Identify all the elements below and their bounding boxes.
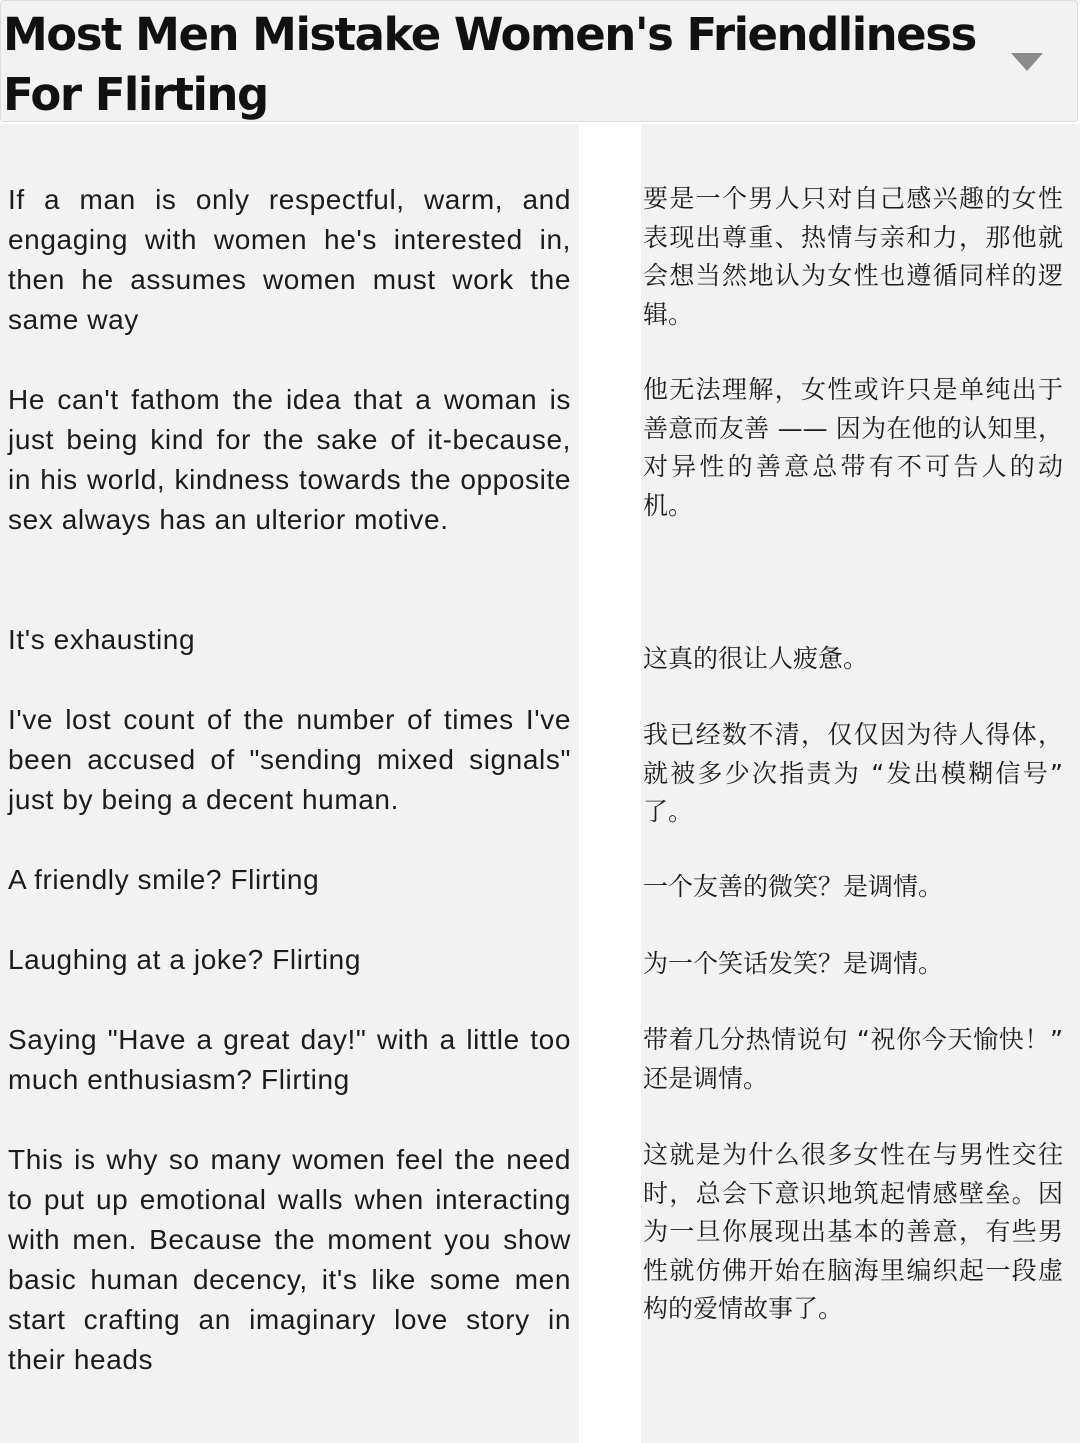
english-paragraph: He can't fathom the idea that a woman is just being kind for the sake of it-because, in his world, kindness towards the opposite sex always has an ulterior motive. xyxy=(8,384,571,535)
chinese-paragraph: 这真的很让人疲惫。 xyxy=(643,644,869,673)
column-divider xyxy=(579,124,641,1443)
page-title: Most Men Mistake Women's Friendliness For Flirting xyxy=(3,8,976,121)
english-paragraph: A friendly smile? Flirting xyxy=(8,864,320,895)
chinese-paragraph: 要是一个男人只对自己感兴趣的女性表现出尊重、热情与亲和力，那他就会想当然地认为女性也遵循同样的逻辑。 xyxy=(643,184,1063,329)
english-paragraph: I've lost count of the number of times I've been accused of "sending mixed signals" just by being a decent human. xyxy=(8,704,571,815)
english-paragraph: This is why so many women feel the need to put up emotional walls when interacting with men. Because the moment you show basic human decency, it's like some men start crafting an imaginary love story in their heads xyxy=(8,1144,571,1375)
triangle-down-icon[interactable] xyxy=(1011,53,1043,71)
chinese-paragraph: 带着几分热情说句 “祝你今天愉快！” 还是调情。 xyxy=(643,1025,1063,1093)
chinese-paragraph: 这就是为什么很多女性在与男性交往时，总会下意识地筑起情感壁垒。因为一旦你展现出基本的善意，有些男性就仿佛开始在脑海里编织起一段虚构的爱情故事了。 xyxy=(643,1140,1063,1323)
chinese-paragraph: 为一个笑话发笑？是调情。 xyxy=(643,949,944,978)
chinese-paragraph: 他无法理解，女性或许只是单纯出于善意而友善 —— 因为在他的认知里，对异性的善意总带有不可告人的动机。 xyxy=(643,375,1063,520)
english-paragraph: Saying "Have a great day!" with a little too much enthusiasm? Flirting xyxy=(8,1024,571,1095)
chinese-paragraph: 我已经数不清，仅仅因为待人得体，就被多少次指责为 “发出模糊信号” 了。 xyxy=(643,720,1063,826)
chinese-paragraph: 一个友善的微笑？是调情。 xyxy=(643,872,944,901)
english-paragraph: If a man is only respectful, warm, and engaging with women he's interested in, then he assumes women must work the same way xyxy=(8,184,571,335)
english-paragraph: It's exhausting xyxy=(8,624,196,655)
english-paragraph: Laughing at a joke? Flirting xyxy=(8,944,362,975)
title-bar xyxy=(0,0,1078,122)
